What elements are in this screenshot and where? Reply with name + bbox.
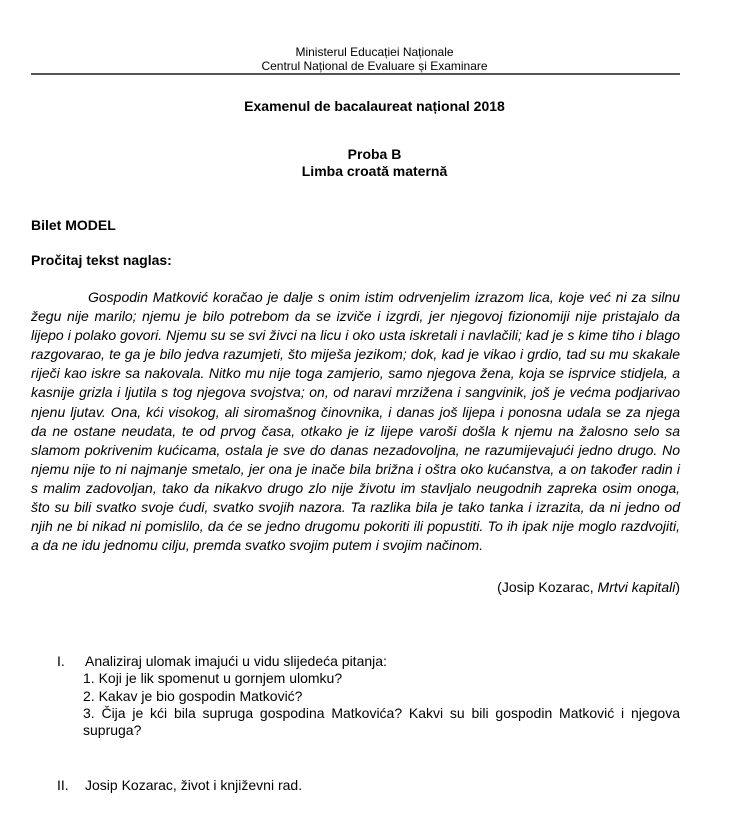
header-center: Centrul Național de Evaluare și Examinare	[261, 59, 488, 73]
proba-title: Proba B	[347, 146, 402, 162]
source-work: Mrtvi kapitali	[597, 579, 676, 595]
instruction: Pročitaj tekst naglas:	[31, 252, 172, 268]
source-close: )	[675, 579, 680, 595]
subject-title: Limba croată maternă	[301, 163, 448, 179]
passage-source	[497, 579, 680, 596]
exam-title: Examenul de bacalaureat național 2018	[244, 98, 505, 114]
header-ministry: Ministerul Educației Naționale	[295, 45, 454, 59]
question-2-number: II.	[57, 777, 69, 793]
question-1-text: Analiziraj ulomak imajući u vidu slijedeća pitanja:	[85, 653, 387, 669]
header-divider	[31, 73, 680, 75]
question-1-item-2: 2. Kakav je bio gospodin Matković?	[83, 688, 303, 704]
bilet-label: Bilet MODEL	[31, 217, 116, 233]
passage-text: Gospodin Matković koračao je dalje s onim istim odrvenjelim izrazom lica, koje već ni za silnu žegu nije marilo; njemu je bilo potrebom da se izviče i izgrdi, jer njegovoj fizionomiji nije pristajalo da lijepo i polako govori. Njemu su se svi živci na licu i oko usta iskretali i navlačili; kad je s kime tiho i blago razgovarao, te ga je bilo jedva razumjeti, što miješa jezikom; dok, kad je vikao i grdio, tad su mu skakale riječi kao iskre sa nakovala. Nitko mu nije toga zamjerio, samo njegova žena, koja se isprvice stidjela, a kasnije grizla i ljutila s tog njegova svojstva; on, od naravi mrzižena i sangvinik, još je većma podjarivao njenu ljutav. Ona, kći visokog, ali siromašnog činovnika, i danas još lijepa i ponosna udala se za njega da ne ostane neudata, te od prvog časa, otkako je iz lijepe varoši došla k njemu na žalosno selo sa slamom pokrivenim kućicama, ostala je sve do danas nezadovoljna, ne razumijevajući jedno drugo. No njemu nije to ni najmanje smetalo, jer ona je inače bila brižna i oštra oko kućanstva, a on također radin i s malim zadovoljan, tako da nikakvo drugo zlo nije životu im stavljalo neugodnih zapreka osim onoga, što su bili svatko svoje ćudi, svatko svojih nazora. Ta razlika bila je tako tanka i izrazita, da ni jedno od njih ne bi nikad ni pomislilo, da će se jedno drugomu pokoriti ili popustiti. To ih ipak nije moglo razdvojiti, a da ne idu jednomu cilju, premda svatko svojim putem i svojim načinom.	[31, 289, 680, 554]
source-author: (Josip Kozarac,	[497, 579, 598, 595]
question-2-text: Josip Kozarac, život i književni rad.	[85, 777, 303, 793]
question-1-item-3: 3. Čija je kći bila supruga gospodina Matkovića? Kakvi su bili gospodin Matković i njegova supruga?	[83, 705, 680, 738]
question-1-item-1: 1. Koji je lik spomenut u gornjem ulomku?	[83, 670, 343, 686]
question-1-number: I.	[57, 653, 65, 669]
